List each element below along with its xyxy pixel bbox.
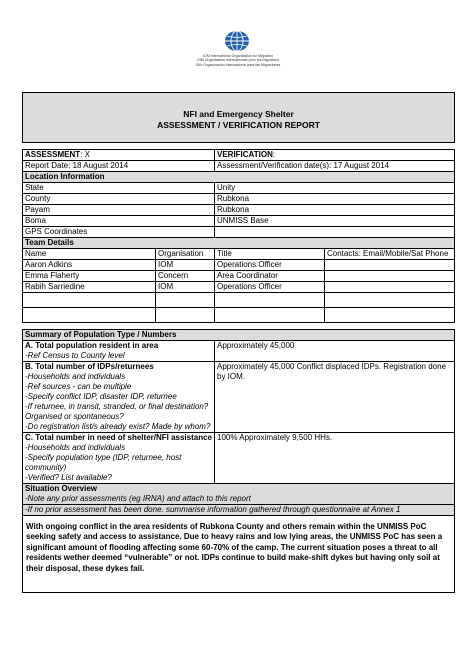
population-heading: Summary of Population Type / Numbers [23, 330, 455, 341]
org-line-fr: OIM Organisation internationale pour les migrations [196, 58, 280, 63]
population-b-label [23, 362, 215, 433]
verification-date: Assessment/Verification date(s): 17 August 2014 [215, 161, 455, 172]
situation-narrative-row [23, 516, 455, 593]
situation-narrative: With ongoing conflict in the area residents of Rubkona County and others remain within the UNMISS PoC seeking safety and access to assistance. Due to heavy rains and low lying areas, the UNMISS PoC has seen a significant amount of flooding affecting some 60-70% of the camp. The current situation poses a threat to all residents wether deemed “vulnerable” or not. IDPs continue to build make-shift dykes but having only soil at their disposal, these dykes fail. [23, 516, 455, 593]
verification-value: : [272, 150, 276, 159]
org-line-en: IOM International Organization for Migration [203, 54, 273, 58]
population-a-label [23, 341, 215, 362]
assessment-value: : X [80, 150, 90, 159]
situation-note: -Note any prior assessments (eg IRNA) and attach to this report [25, 494, 251, 503]
team-col-organisation: Organisation [156, 249, 215, 260]
team-organisation: IOM [156, 260, 215, 271]
population-b-value: Approximately 45,000 Conflict displaced IDPs. Registration done by IOM. [215, 362, 455, 433]
team-organisation: IOM [156, 282, 215, 293]
location-row [23, 227, 455, 238]
population-a-row [23, 341, 455, 362]
team-row [23, 271, 455, 282]
team-heading: Team Details [23, 238, 455, 249]
population-a-note: -Ref Census to County level [25, 351, 125, 360]
org-line-es: OIM Organización Internacional para las Migraciones [195, 62, 281, 67]
team-contacts [325, 260, 455, 271]
location-value [215, 227, 455, 238]
team-title: Operations Officer [215, 282, 325, 293]
situation-heading-row [23, 484, 455, 505]
situation-heading-cell [23, 484, 455, 505]
team-col-title: Title [215, 249, 325, 260]
org-name-lines [178, 54, 298, 67]
team-organisation: Concern [156, 271, 215, 282]
dates-row [23, 161, 455, 172]
team-row-empty [23, 308, 455, 323]
population-b-note: -Specify conflict IDP, disaster IDP, returnee [25, 392, 177, 401]
assessment-row [23, 150, 455, 161]
location-row [23, 216, 455, 227]
population-b-note: -Households and individuals [25, 372, 126, 381]
team-row-empty [23, 293, 455, 308]
population-a-title: A. Total population resident in area [25, 341, 159, 350]
population-c-title: C. Total number in need of shelter/NFI assistance [25, 433, 213, 442]
verification-cell [215, 150, 455, 161]
team-name: Emma Flaherty [23, 271, 156, 282]
location-row [23, 183, 455, 194]
situation-note: -If no prior assessment has been done. summarise information gathered through questionnaire at Annex 1 [23, 505, 455, 516]
location-label: State [23, 183, 215, 194]
verification-label: VERIFICATION [217, 150, 273, 159]
team-title: Area Coordinator [215, 271, 325, 282]
location-value: Unity [215, 183, 455, 194]
team-row [23, 282, 455, 293]
team-header-row [23, 249, 455, 260]
situation-heading: Situation Overview [25, 484, 98, 493]
team-name: Rabih Sarriedine [23, 282, 156, 293]
location-label: Boma [23, 216, 215, 227]
report-title [23, 93, 455, 143]
population-b-title: B. Total number of IDPs/returnees [25, 362, 154, 371]
population-c-value: 100% Approximately 9,500 HHs. [215, 433, 455, 484]
title-line-1: NFI and Emergency Shelter [183, 108, 294, 119]
assessment-cell [23, 150, 215, 161]
population-b-note: -Do registration list/s already exist? Made by whom? [25, 422, 211, 431]
team-contacts [325, 271, 455, 282]
population-c-label [23, 433, 215, 484]
population-a-value: Approximately 45,000 [215, 341, 455, 362]
location-label: Payam [23, 205, 215, 216]
location-label: GPS Coordinates [23, 227, 215, 238]
spacer [23, 323, 455, 330]
population-b-row [23, 362, 455, 433]
location-value: UNMISS Base [215, 216, 455, 227]
location-heading: Location Information [23, 172, 455, 183]
population-b-note: -If returnee, in transit, stranded, or final destination? Organised or spontaneous? [25, 402, 209, 421]
iom-logo [178, 30, 298, 75]
report-document [22, 92, 454, 593]
team-contacts [325, 282, 455, 293]
title-row [23, 93, 455, 143]
location-row [23, 205, 455, 216]
population-c-note: -Verified? List available? [25, 473, 112, 482]
situation-note-row [23, 505, 455, 516]
population-b-note: -Ref sources - can be multiple [25, 382, 132, 391]
location-value: Rubkona [215, 194, 455, 205]
title-line-2: ASSESSMENT / VERIFICATION REPORT [157, 119, 320, 130]
team-name: Aaron Adkins [23, 260, 156, 271]
location-row [23, 194, 455, 205]
population-c-note: -Households and individuals [25, 443, 126, 452]
team-title: Operations Officer [215, 260, 325, 271]
iom-globe-icon [224, 30, 250, 52]
assessment-label: ASSESSMENT [25, 150, 81, 159]
population-c-note: -Specify population type (IDP, returnee, host community) [25, 453, 182, 472]
report-table [22, 92, 455, 593]
team-col-contacts: Contacts: Email/Mobile/Sat Phone [325, 249, 455, 260]
location-value: Rubkona [215, 205, 455, 216]
location-label: County [23, 194, 215, 205]
team-row [23, 260, 455, 271]
population-c-row [23, 433, 455, 484]
spacer [23, 143, 455, 150]
report-date: Report Date: 18 August 2014 [23, 161, 215, 172]
team-col-name: Name [23, 249, 156, 260]
